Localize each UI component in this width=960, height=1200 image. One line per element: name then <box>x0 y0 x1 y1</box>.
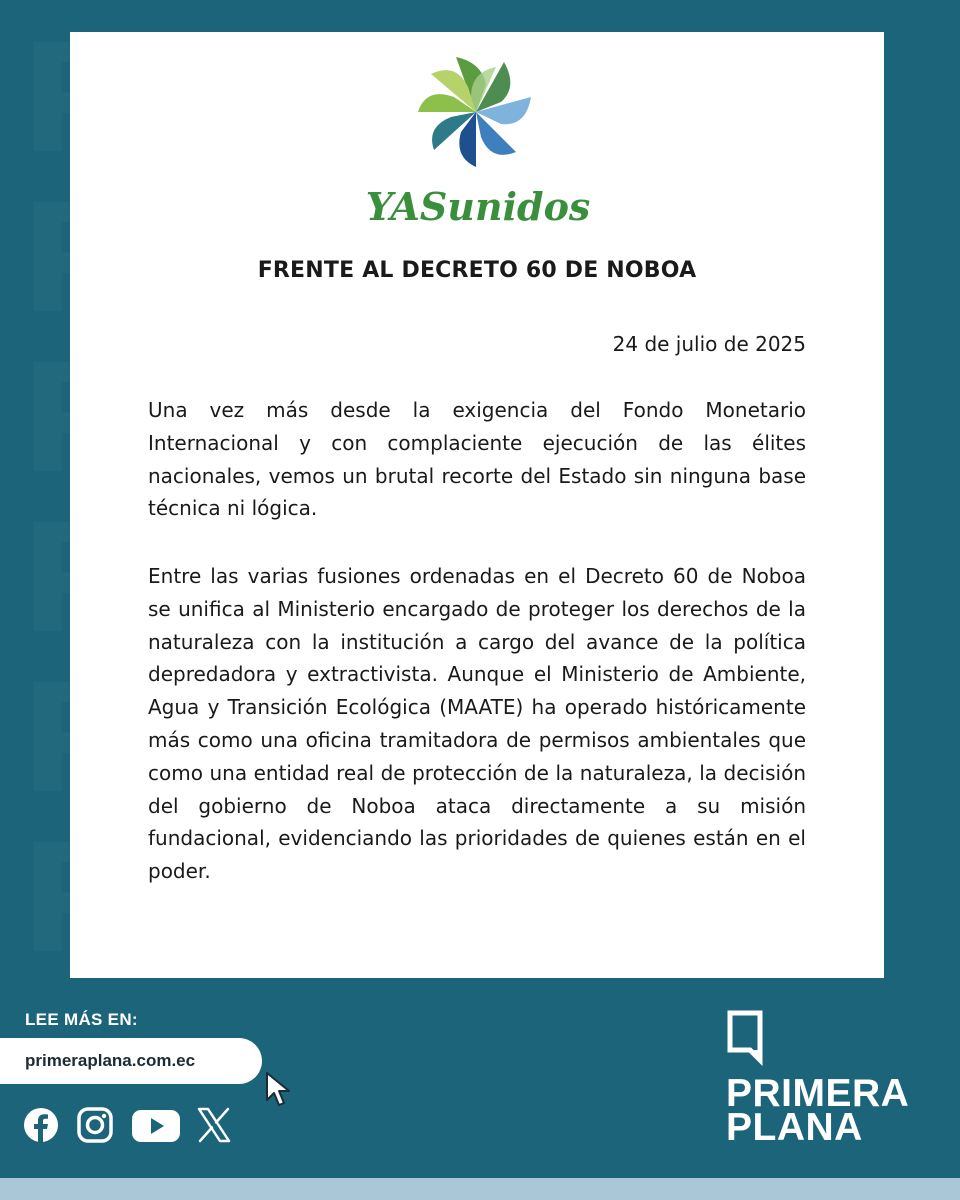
yasunidos-logo <box>365 42 591 242</box>
website-link[interactable]: primeraplana.com.ec <box>0 1038 262 1084</box>
statement-document <box>70 32 884 978</box>
bottom-strip <box>0 1178 960 1200</box>
statement-title: FRENTE AL DECRETO 60 DE NOBOA <box>257 258 697 283</box>
facebook-icon[interactable] <box>23 1107 59 1148</box>
read-more-label: LEE MÁS EN: <box>25 1010 138 1029</box>
paragraph-2: Entre las varias fusiones ordenadas en el Decreto 60 de Noboa se unifica al Ministerio encargado de proteger los derechos de la naturaleza con la institución a cargo del avance de la política depredadora y extractivista. Aunque el Ministerio de Ambiente, Agua y Transición Ecológica (MAATE) ha operado históricamente más como una oficina tramitadora de permisos ambientales que como una entidad real de protección de la naturaleza, la decisión del gobierno de Noboa ataca directamente a su misión fundacional, evidenciando las prioridades de quienes están en el poder. <box>148 564 806 884</box>
instagram-icon[interactable] <box>77 1107 113 1148</box>
svg-text:YASunidos: YASunidos <box>365 184 591 229</box>
cursor-icon <box>264 1070 294 1110</box>
brand-name-line1: PRIMERA <box>726 1072 910 1115</box>
brand-name-line2: PLANA <box>726 1106 863 1149</box>
pinwheel-icon <box>418 57 531 167</box>
statement-date: 24 de julio de 2025 <box>612 332 806 356</box>
youtube-icon[interactable] <box>131 1107 181 1148</box>
document-icon <box>726 1010 776 1066</box>
paragraph-1: Una vez más desde la exigencia del Fondo Monetario Internacional y con complaciente ejecución de las élites nacionales, vemos un brutal recorte del Estado sin ninguna base técnica ni lógica. <box>148 398 806 521</box>
x-icon[interactable] <box>197 1107 231 1148</box>
